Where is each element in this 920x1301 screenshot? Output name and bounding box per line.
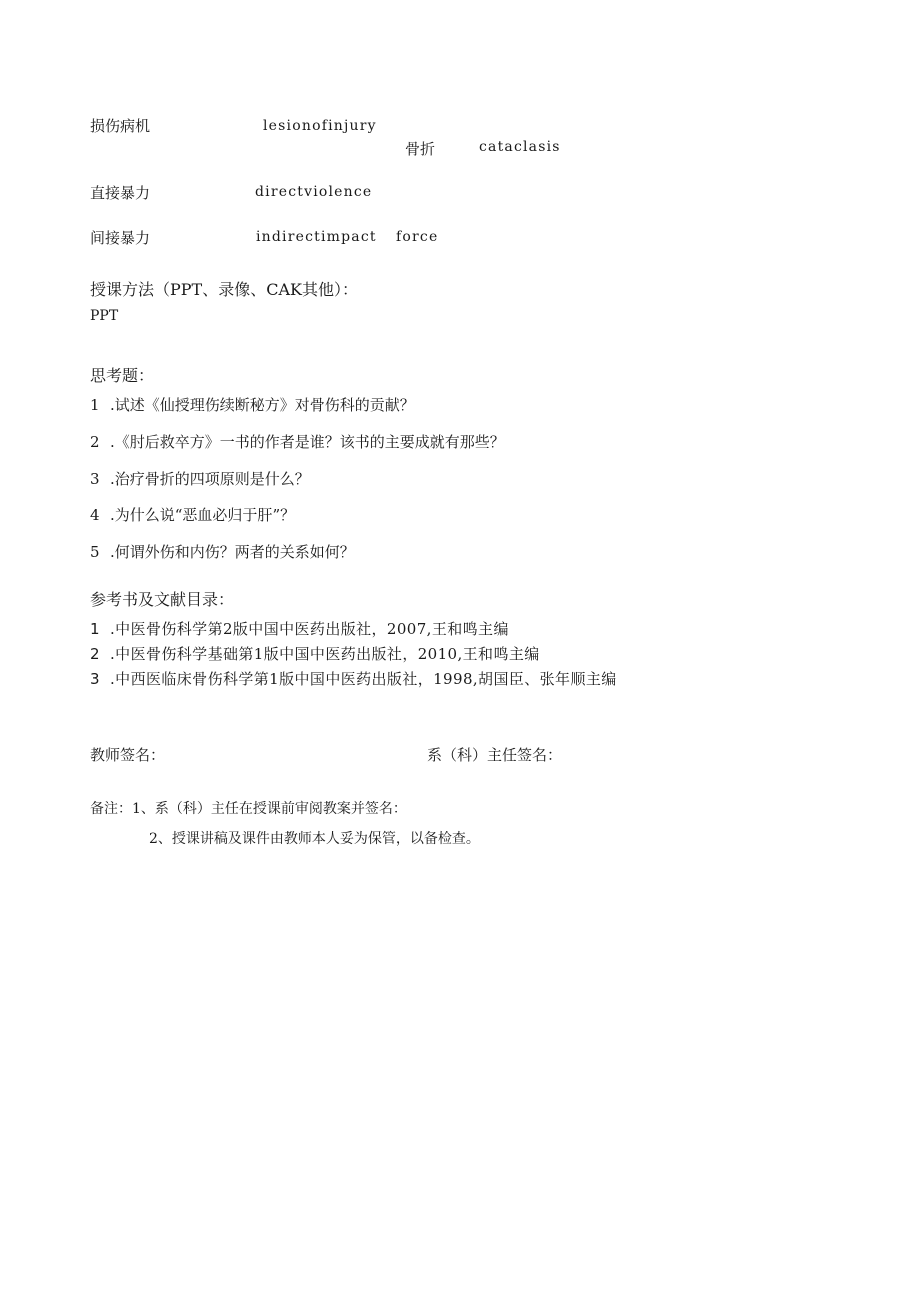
method-value: PPT: [90, 308, 119, 324]
references-heading: 参考书及文献目录：: [90, 590, 235, 609]
term-zh-direct: 直接暴力: [90, 184, 151, 202]
term-en-indirect: indirectimpact: [256, 229, 377, 245]
reference-number: 2: [90, 645, 100, 663]
question-item: [90, 541, 355, 562]
question-text: .《肘后救卒方》一书的作者是谁？该书的主要成就有那些？: [110, 433, 505, 451]
reference-item: [90, 668, 617, 689]
director-signature-label: 系（科）主任签名：: [427, 746, 563, 764]
question-text: .何谓外伤和内伤？两者的关系如何？: [110, 543, 355, 561]
question-text: .为什么说“恶血必归于肝”？: [110, 506, 296, 524]
note-line-1: 备注：1、系（科）主任在授课前审阅教案并签名：: [90, 801, 407, 817]
term-zh-lesion: 损伤病机: [90, 117, 151, 135]
question-item: [90, 431, 505, 452]
question-number: 4: [90, 506, 100, 524]
method-heading: 授课方法（PPT、录像、CAK其他）：: [90, 280, 358, 299]
reference-text: .中医骨伤科学基础第1版中国中医药出版社，2010,王和鸣主编: [110, 645, 540, 663]
note-line-2: 2、授课讲稿及课件由教师本人妥为保管，以备检查。: [149, 831, 480, 847]
term-zh-fracture: 骨折: [405, 140, 436, 158]
reference-number: 1: [90, 620, 100, 638]
reference-text: .中医骨伤科学第2版中国中医药出版社，2007,王和鸣主编: [110, 620, 509, 638]
question-text: .治疗骨折的四项原则是什么？: [110, 470, 310, 488]
term-en-indirect-force: force: [396, 229, 439, 245]
question-item: [90, 504, 295, 525]
question-number: 2: [90, 433, 100, 451]
term-en-fracture: cataclasis: [479, 139, 561, 155]
question-item: [90, 468, 310, 489]
questions-heading: 思考题：: [90, 366, 155, 385]
reference-number: 3: [90, 670, 100, 688]
term-zh-indirect: 间接暴力: [90, 229, 151, 247]
reference-text: .中西医临床骨伤科学第1版中国中医药出版社，1998,胡国臣、张年顺主编: [110, 670, 617, 688]
question-item: [90, 394, 415, 415]
question-number: 1: [90, 396, 100, 414]
term-en-direct: directviolence: [255, 184, 373, 200]
question-number: 3: [90, 470, 100, 488]
teacher-signature-label: 教师签名：: [90, 746, 166, 764]
question-text: .试述《仙授理伤续断秘方》对骨伤科的贡献？: [110, 396, 415, 414]
reference-item: [90, 643, 540, 664]
reference-item: [90, 618, 509, 639]
question-number: 5: [90, 543, 100, 561]
term-en-lesion: lesionofinjury: [263, 118, 377, 134]
